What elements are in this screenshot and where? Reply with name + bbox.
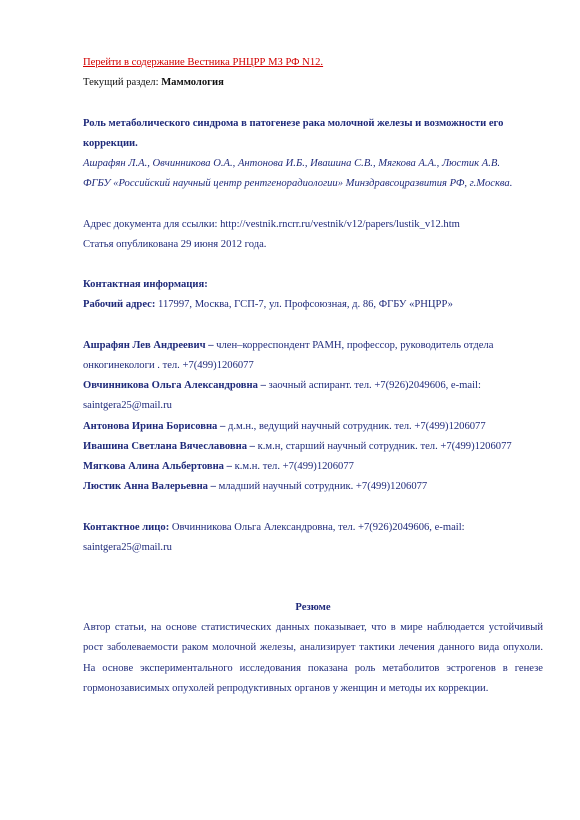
person-info: к.м.н. тел. +7(499)1206077 xyxy=(231,461,354,472)
person-name: Ашрафян Лев Андреевич – xyxy=(83,339,214,351)
person-info: заочный аспирант. тел. +7(926)2049606, e-mail: saintgera25@mail.ru xyxy=(83,380,481,412)
person-entry xyxy=(83,437,543,457)
person-name: Люстик Анна Валерьевна – xyxy=(83,481,216,493)
person-entry xyxy=(83,417,543,437)
contacts-heading: Контактная информация: xyxy=(83,279,208,291)
contact-person-value: Овчинникова Ольга Александровна, тел. +7(926)2049606, e-mail: saintgera25@mail.ru xyxy=(83,521,465,553)
person-entry xyxy=(83,477,543,497)
document-page xyxy=(83,53,543,699)
person-name: Овчинникова Ольга Александровна – xyxy=(83,380,266,392)
person-entry xyxy=(83,376,543,416)
current-section xyxy=(83,73,543,93)
article-title: Роль метаболического синдрома в патогенезе рака молочной железы и возможности его коррекции. xyxy=(83,117,504,149)
person-info: д.м.н., ведущий научный сотрудник. тел. +7(499)1206077 xyxy=(225,420,486,432)
section-name: Маммология xyxy=(161,77,224,89)
article-institution: ФГБУ «Российский научный центр рентгенорадиологии» Минздравсоцразвития РФ, г.Москва. xyxy=(83,178,513,190)
person-name: Мягкова Алина Альбертовна – xyxy=(83,461,232,472)
contents-link[interactable]: Перейти в содержание Вестника РНЦРР МЗ РФ N12. xyxy=(83,57,324,68)
person-name: Антонова Ирина Борисовна – xyxy=(83,420,226,432)
article-authors: Ашрафян Л.А., Овчинникова О.А., Антонова И.Б., Ивашина С.В., Мягкова А.А., Люстик А.В. xyxy=(83,158,500,169)
person-info: младший научный сотрудник. +7(499)1206077 xyxy=(215,481,428,493)
contact-person xyxy=(83,518,543,558)
publication-date: Статья опубликована 29 июня 2012 года. xyxy=(83,238,267,250)
work-address-label: Рабочий адрес: xyxy=(83,299,156,311)
work-address xyxy=(83,295,543,315)
abstract-heading: Резюме xyxy=(295,602,331,613)
work-address-value: 117997, Москва, ГСП-7, ул. Профсоюзная, д. 86, ФГБУ «РНЦРР» xyxy=(155,299,453,311)
abstract-text: Автор статьи, на основе статистических данных показывает, что в мире наблюдается устойчивый рост заболеваемости раком молочной железы, анализирует тактики лечения данного вида опухоли. На основе экспериментального исследования показана роль метаболитов эстрогенов в генезе гормонозависимых опухолей репродуктивных органов у женщин и методы их коррекции. xyxy=(83,622,543,694)
person-info: член–корреспондент РАМН, профессор, руководитель отдела онкогинекологи . тел. +7(499)1206077 xyxy=(83,339,494,371)
contact-person-label: Контактное лицо: xyxy=(83,521,170,533)
person-entry xyxy=(83,457,543,477)
document-address: Адрес документа для ссылки: http://vestnik.rncrr.ru/vestnik/v12/papers/lustik_v12.htm xyxy=(83,218,460,230)
person-info: к.м.н, старший научный сотрудник. тел. +7(499)1206077 xyxy=(254,440,512,452)
section-label: Текущий раздел: xyxy=(83,77,159,89)
person-name: Ивашина Светлана Вячеславовна – xyxy=(83,440,255,452)
person-entry xyxy=(83,336,543,376)
